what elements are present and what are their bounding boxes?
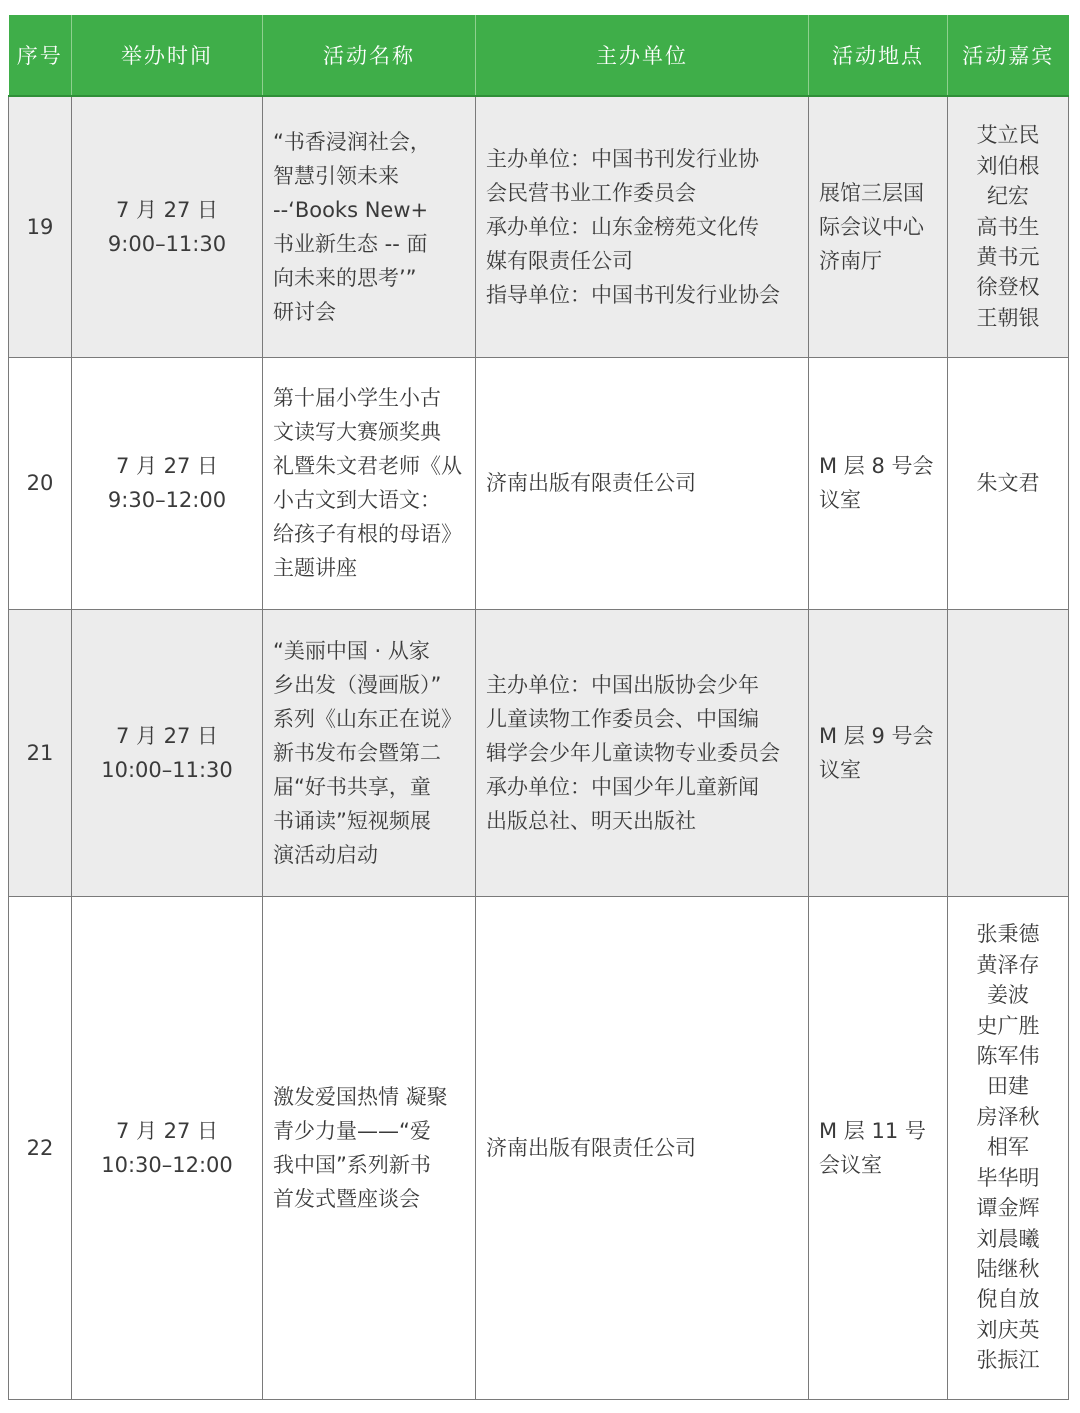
time-date: 7 月 27 日 <box>115 1118 219 1143</box>
name-line: 向未来的思考’” <box>273 265 417 290</box>
cell-guests <box>948 96 1069 357</box>
name-line: 乡出发（漫画版）” <box>273 672 442 697</box>
table-header-row <box>9 15 1069 96</box>
host-line: 济南出版有限责任公司 <box>486 1135 696 1160</box>
cell-location <box>809 896 948 1399</box>
host-line: 媒有限责任公司 <box>486 248 633 273</box>
cell-guests <box>948 896 1069 1399</box>
name-line: 演活动启动 <box>273 842 378 867</box>
name-line: 新书发布会暨第二 <box>273 740 441 765</box>
cell-guests <box>948 609 1069 896</box>
time-range: 9:00–11:30 <box>107 231 227 256</box>
name-line: 第十届小学生小古 <box>273 386 441 410</box>
place-line: 议室 <box>819 488 861 512</box>
guest-name: 艾立民 <box>976 123 1040 148</box>
guest-name: 倪自放 <box>976 1287 1040 1312</box>
host-line: 辑学会少年儿童读物专业委员会 <box>486 740 780 765</box>
name-line: 首发式暨座谈会 <box>273 1186 420 1211</box>
table-row <box>9 96 1069 357</box>
guest-name: 刘庆英 <box>976 1317 1040 1342</box>
name-line: “书香浸润社会， <box>273 129 431 154</box>
name-line: --‘Books New+ <box>273 197 429 222</box>
header-seq: 序号 <box>9 15 72 96</box>
guest-name: 史广胜 <box>976 1013 1040 1038</box>
cell-location <box>809 357 948 609</box>
time-date: 7 月 27 日 <box>115 454 219 478</box>
guest-name: 张秉德 <box>976 922 1040 947</box>
name-line: 智慧引领未来 <box>273 163 399 188</box>
cell-organizer <box>476 896 809 1399</box>
name-line: 届“好书共享，童 <box>273 774 431 799</box>
cell-activity-name <box>263 96 476 357</box>
guest-name: 陆继秋 <box>976 1256 1040 1281</box>
place-line: M 层 11 号 <box>819 1118 926 1143</box>
host-line: 承办单位：山东金榜苑文化传 <box>486 214 759 239</box>
schedule-table-wrapper <box>8 15 1068 1400</box>
cell-guests <box>948 357 1069 609</box>
table-row <box>9 357 1069 609</box>
place-line: 会议室 <box>819 1152 882 1177</box>
guest-name: 刘伯根 <box>976 153 1040 178</box>
guest-name: 房泽秋 <box>976 1104 1040 1129</box>
name-line: 我中国”系列新书 <box>273 1152 431 1177</box>
guest-name: 朱文君 <box>976 470 1040 495</box>
guest-name: 张振江 <box>976 1348 1040 1373</box>
header-organizer: 主办单位 <box>476 15 809 96</box>
host-line: 出版总社、明天出版社 <box>486 808 696 833</box>
host-line: 主办单位：中国书刊发行业协 <box>486 146 759 171</box>
table-row <box>9 896 1069 1399</box>
header-guests: 活动嘉宾 <box>948 15 1069 96</box>
name-line: 给孩子有根的母语》 <box>273 522 462 546</box>
host-line: 主办单位：中国出版协会少年 <box>486 672 759 697</box>
host-line: 指导单位：中国书刊发行业协会 <box>486 282 780 307</box>
name-line: 礼暨朱文君老师《从 <box>273 454 462 478</box>
cell-organizer <box>476 357 809 609</box>
table-row <box>9 609 1069 896</box>
activity-schedule-table <box>8 15 1069 1400</box>
guest-name: 姜波 <box>987 983 1029 1008</box>
time-range: 10:00–11:30 <box>101 757 233 782</box>
time-date: 7 月 27 日 <box>115 723 219 748</box>
place-line: 济南厅 <box>819 248 882 273</box>
cell-organizer <box>476 609 809 896</box>
name-line: 青少力量——“爱 <box>273 1118 431 1143</box>
cell-location <box>809 96 948 357</box>
header-location: 活动地点 <box>809 15 948 96</box>
cell-organizer <box>476 96 809 357</box>
cell-time <box>72 609 263 896</box>
name-line: 激发爱国热情 凝聚 <box>273 1084 448 1109</box>
name-line: 研讨会 <box>273 299 336 324</box>
guest-name: 王朝银 <box>976 305 1040 330</box>
host-line: 儿童读物工作委员会、中国编 <box>486 706 759 731</box>
host-line: 济南出版有限责任公司 <box>486 471 696 495</box>
host-line: 承办单位：中国少年儿童新闻 <box>486 774 759 799</box>
cell-activity-name <box>263 357 476 609</box>
cell-location <box>809 609 948 896</box>
cell-time <box>72 357 263 609</box>
guest-name: 相军 <box>987 1135 1029 1160</box>
guest-name: 刘晨曦 <box>976 1226 1040 1251</box>
cell-seq: 20 <box>9 357 72 609</box>
guest-name: 毕华明 <box>976 1165 1040 1190</box>
name-line: “美丽中国 · 从家 <box>273 638 430 663</box>
name-line: 小古文到大语文： <box>273 488 441 512</box>
guest-name: 徐登权 <box>976 275 1040 300</box>
guest-name: 陈军伟 <box>976 1044 1040 1069</box>
guest-name: 黄书元 <box>976 244 1040 269</box>
host-line: 会民营书业工作委员会 <box>486 180 696 205</box>
time-date: 7 月 27 日 <box>115 197 219 222</box>
place-line: 议室 <box>819 757 861 782</box>
time-range: 10:30–12:00 <box>101 1152 233 1177</box>
guest-name: 黄泽存 <box>976 952 1040 977</box>
cell-activity-name <box>263 609 476 896</box>
header-activity-name: 活动名称 <box>263 15 476 96</box>
place-line: M 层 9 号会 <box>819 723 934 748</box>
cell-time <box>72 896 263 1399</box>
header-time: 举办时间 <box>72 15 263 96</box>
cell-seq: 22 <box>9 896 72 1399</box>
name-line: 书业新生态 -- 面 <box>273 231 428 256</box>
place-line: 展馆三层国 <box>819 180 924 205</box>
cell-seq: 21 <box>9 609 72 896</box>
place-line: M 层 8 号会 <box>819 454 934 478</box>
cell-seq: 19 <box>9 96 72 357</box>
guest-name: 高书生 <box>976 214 1040 239</box>
cell-activity-name <box>263 896 476 1399</box>
time-range: 9:30–12:00 <box>107 488 227 512</box>
guest-name: 谭金辉 <box>976 1196 1040 1221</box>
name-line: 书诵读”短视频展 <box>273 808 431 833</box>
name-line: 文读写大赛颁奖典 <box>273 420 441 444</box>
name-line: 系列《山东正在说》 <box>273 706 462 731</box>
name-line: 主题讲座 <box>273 556 357 580</box>
guest-name: 田建 <box>987 1074 1029 1099</box>
cell-time <box>72 96 263 357</box>
place-line: 际会议中心 <box>819 214 924 239</box>
guest-name: 纪宏 <box>987 184 1029 209</box>
